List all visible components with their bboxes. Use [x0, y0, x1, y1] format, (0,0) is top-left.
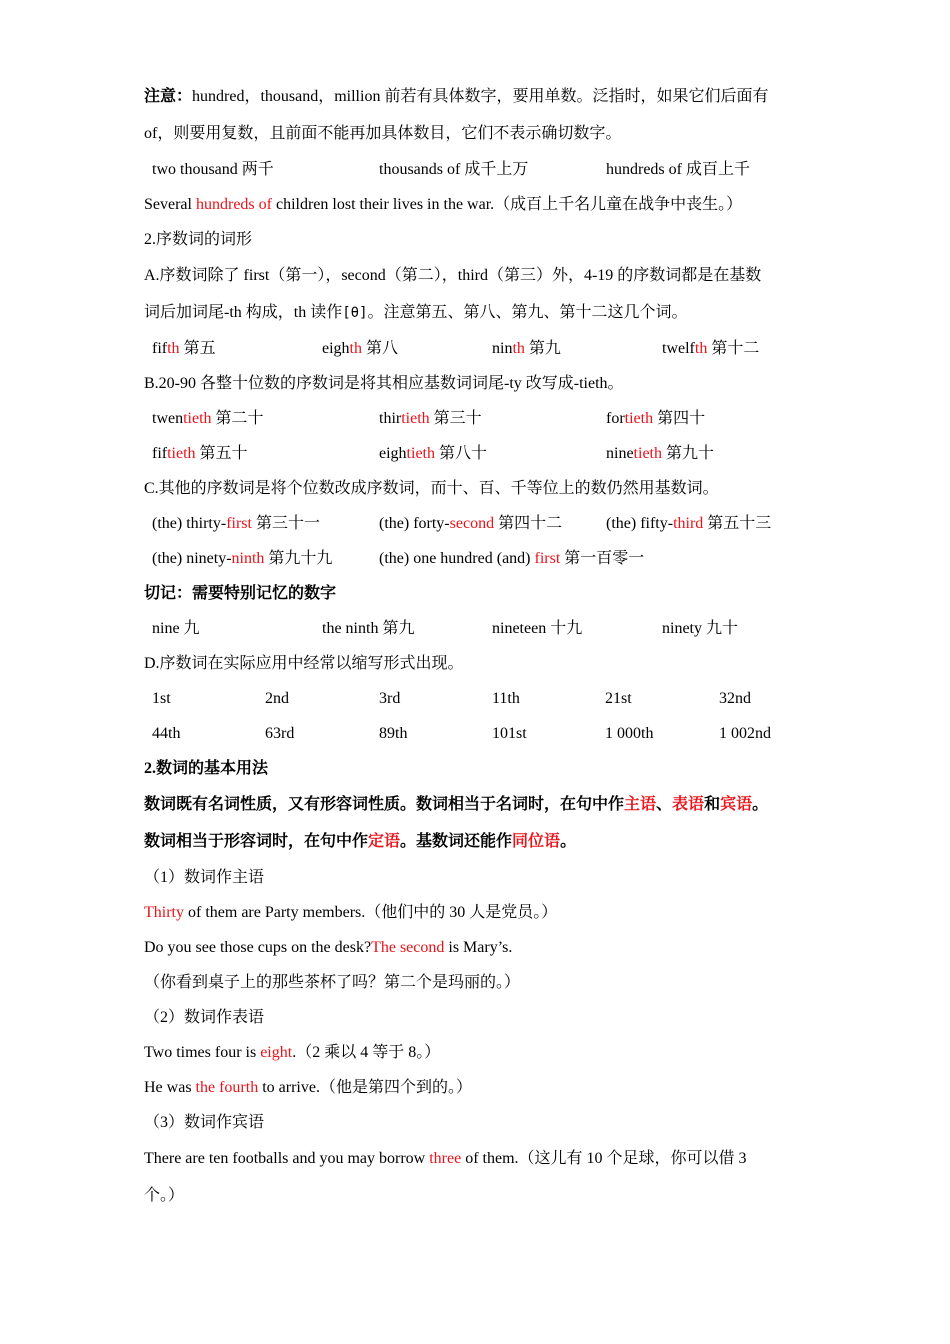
- abbrev-item: 1 000th: [605, 725, 654, 742]
- example-item: twentieth 第二十: [152, 410, 264, 427]
- example-item: fortieth 第四十: [606, 410, 706, 427]
- usage-intro-2: 数词相当于形容词时，在句中作定语。基数词还能作同位语。: [144, 833, 577, 850]
- example-item: thousands of 成千上万: [379, 161, 529, 178]
- example-item: fifth 第五: [152, 340, 216, 357]
- abbrev-item: 1st: [152, 690, 171, 707]
- section-heading-ordinal-forms: 2.序数词的词形: [144, 231, 253, 248]
- remember-examples: [144, 611, 814, 646]
- document-page: [144, 78, 814, 1214]
- example-sentence: There are ten footballs and you may borrow three of them.（这儿有 10 个足球，你可以借 3: [144, 1150, 747, 1167]
- example-item: (the) fifty-third 第五十三: [606, 515, 772, 532]
- example-item: the ninth 第九: [322, 620, 415, 637]
- abbrev-item: 32nd: [719, 690, 751, 707]
- abbrev-item: 101st: [492, 725, 527, 742]
- example-item: nine 九: [152, 620, 200, 637]
- remember-heading: 切记：需要特别记忆的数字: [144, 585, 337, 602]
- subheading-object: （3）数词作宾语: [144, 1114, 265, 1131]
- example-sentence: He was the fourth to arrive.（他是第四个到的。）: [144, 1079, 472, 1096]
- note-line-2: of，则要用复数，且前面不能再加具体数目，它们不表示确切数字。: [144, 125, 622, 142]
- rule-a-line-2: 词后加词尾-th 构成，th 读作[θ]。注意第五、第八、第九、第十二这几个词。: [144, 304, 688, 321]
- usage-intro-1: 数词既有名词性质，又有形容词性质。数词相当于名词时，在句中作主语、表语和宾语。: [144, 796, 769, 813]
- note-sentence: Several hundreds of children lost their lives in the war.（成百上千名儿童在战争中丧生。）: [144, 196, 743, 213]
- example-item: two thousand 两千: [152, 161, 274, 178]
- abbrev-item: 2nd: [265, 690, 289, 707]
- abbrev-item: 44th: [152, 725, 181, 742]
- rule-d-line: D.序数词在实际应用中经常以缩写形式出现。: [144, 655, 464, 672]
- rule-a-examples: [144, 331, 814, 366]
- subheading-subject: （1）数词作主语: [144, 869, 265, 886]
- rule-c-examples-row-2: [144, 541, 814, 576]
- example-translation: （你看到桌子上的那些茶杯了吗？第二个是玛丽的。）: [144, 974, 521, 991]
- example-item: nineteen 十九: [492, 620, 583, 637]
- abbrev-item: 89th: [379, 725, 408, 742]
- rule-b-examples-row-2: [144, 436, 814, 471]
- abbrev-item: 1 002nd: [719, 725, 771, 742]
- rule-a-line-1: A.序数词除了 first（第一），second（第二），third（第三）外，4-19 的序数词都是在基数: [144, 267, 762, 284]
- example-item: ninth 第九: [492, 340, 561, 357]
- example-item: hundreds of 成百上千: [606, 161, 750, 178]
- rule-c-examples-row-1: [144, 506, 814, 541]
- note-label: 注意：: [144, 88, 193, 105]
- abbrev-item: 21st: [605, 690, 632, 707]
- example-sentence: Do you see those cups on the desk?The second is Mary’s.: [144, 939, 513, 956]
- example-item: fiftieth 第五十: [152, 445, 248, 462]
- abbrev-item: 11th: [492, 690, 520, 707]
- example-item: thirtieth 第三十: [379, 410, 482, 427]
- example-item: eighth 第八: [322, 340, 399, 357]
- section-heading-usage: 2.数词的基本用法: [144, 760, 269, 777]
- abbreviation-row-1: [144, 681, 814, 716]
- example-item: (the) ninety-ninth 第九十九: [152, 550, 333, 567]
- example-item: (the) one hundred (and) first 第一百零一: [379, 550, 645, 567]
- example-sentence: Thirty of them are Party members.（他们中的 30 人是党员。）: [144, 904, 558, 921]
- example-sentence: Two times four is eight.（2 乘以 4 等于 8。）: [144, 1044, 441, 1061]
- rule-c-line: C.其他的序数词是将个位数改成序数词，而十、百、千等位上的数仍然用基数词。: [144, 480, 719, 497]
- example-item: ninety 九十: [662, 620, 738, 637]
- subheading-predicative: （2）数词作表语: [144, 1009, 265, 1026]
- example-item: (the) forty-second 第四十二: [379, 515, 563, 532]
- rule-b-examples-row-1: [144, 401, 814, 436]
- example-sentence-continued: 个。）: [144, 1187, 185, 1204]
- abbreviation-row-2: [144, 716, 814, 751]
- example-item: twelfth 第十二: [662, 340, 760, 357]
- example-item: eightieth 第八十: [379, 445, 487, 462]
- abbrev-item: 3rd: [379, 690, 401, 707]
- example-item: ninetieth 第九十: [606, 445, 714, 462]
- note-line-1: 注意：hundred，thousand，million 前若有具体数字，要用单数。泛指时，如果它们后面有: [144, 88, 769, 105]
- note-examples-row: [144, 152, 814, 187]
- rule-b-line: B.20-90 各整十位数的序数词是将其相应基数词词尾-ty 改写成-tieth。: [144, 375, 624, 392]
- example-item: (the) thirty-first 第三十一: [152, 515, 320, 532]
- abbrev-item: 63rd: [265, 725, 295, 742]
